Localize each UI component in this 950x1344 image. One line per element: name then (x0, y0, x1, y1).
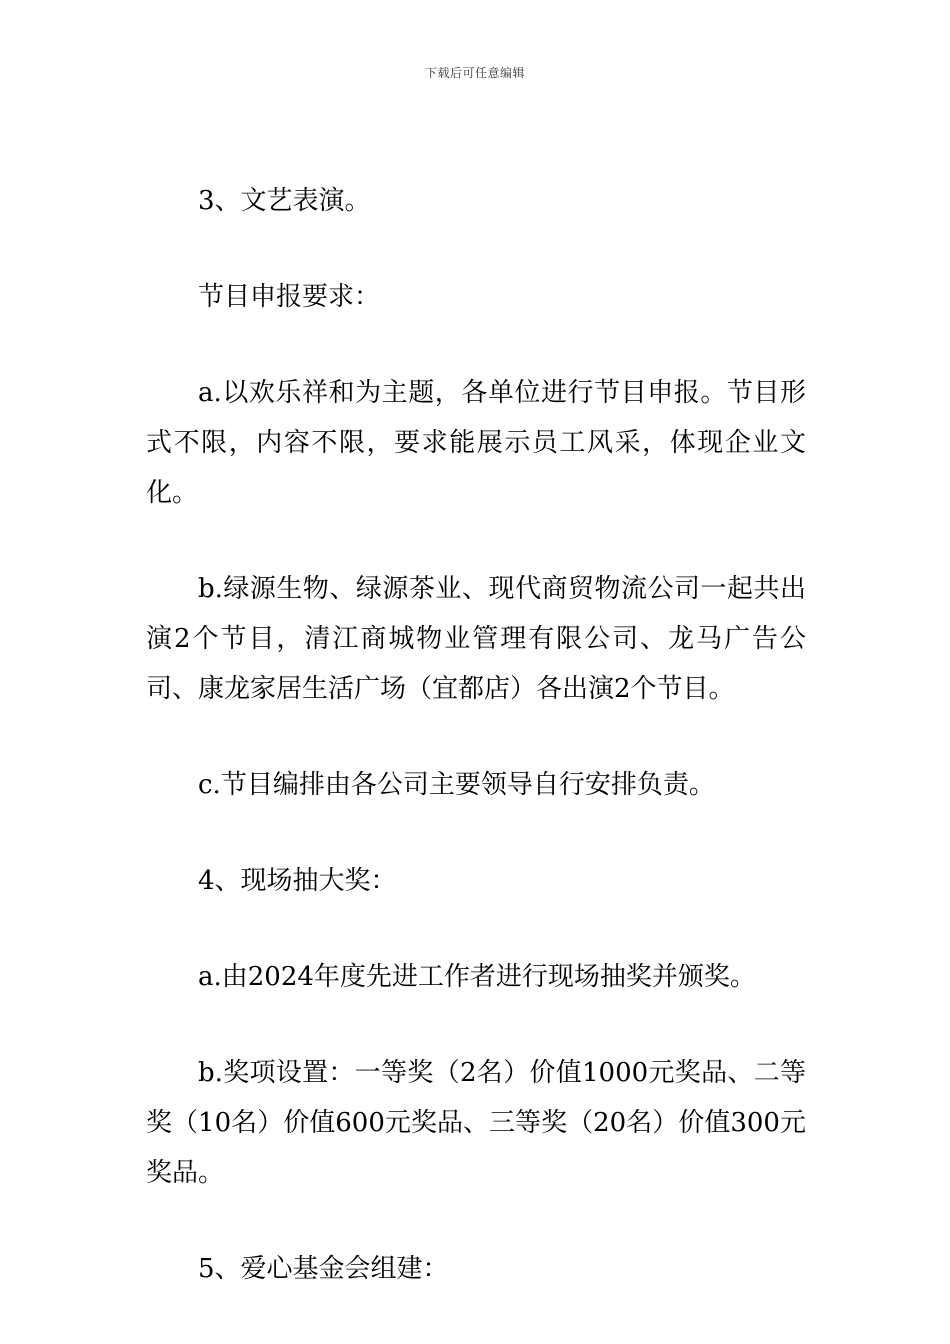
program-requirements-heading: 节目申报要求： (198, 282, 381, 312)
section-heading-charity-fund: 5、爱心基金会组建： (198, 1254, 449, 1284)
requirement-item-b: b.绿源生物、绿源茶业、现代商贸物流公司一起共出演2个节目，清江商城物业管理有限公司、龙马广告公司、康龙家居生活广场（宜都店）各出演2个节目。 (146, 574, 806, 704)
document-body (146, 176, 806, 1340)
lottery-item-a: a.由2024年度先进工作者进行现场抽奖并颁奖。 (198, 962, 756, 992)
section-heading-performance: 3、文艺表演。 (198, 186, 371, 216)
page-header: 下载后可任意编辑 (424, 66, 525, 80)
requirement-item-c: c.节目编排由各公司主要领导自行安排负责。 (198, 770, 715, 800)
requirement-item-a: a.以欢乐祥和为主题，各单位进行节目申报。节目形式不限，内容不限，要求能展示员工风采，体现企业文化。 (146, 378, 806, 508)
lottery-item-b: b.奖项设置：一等奖（2名）价值1000元奖品、二等奖（10名）价值600元奖品、三等奖（20名）价值300元奖品。 (146, 1058, 806, 1188)
section-heading-lottery: 4、现场抽大奖： (198, 866, 397, 896)
